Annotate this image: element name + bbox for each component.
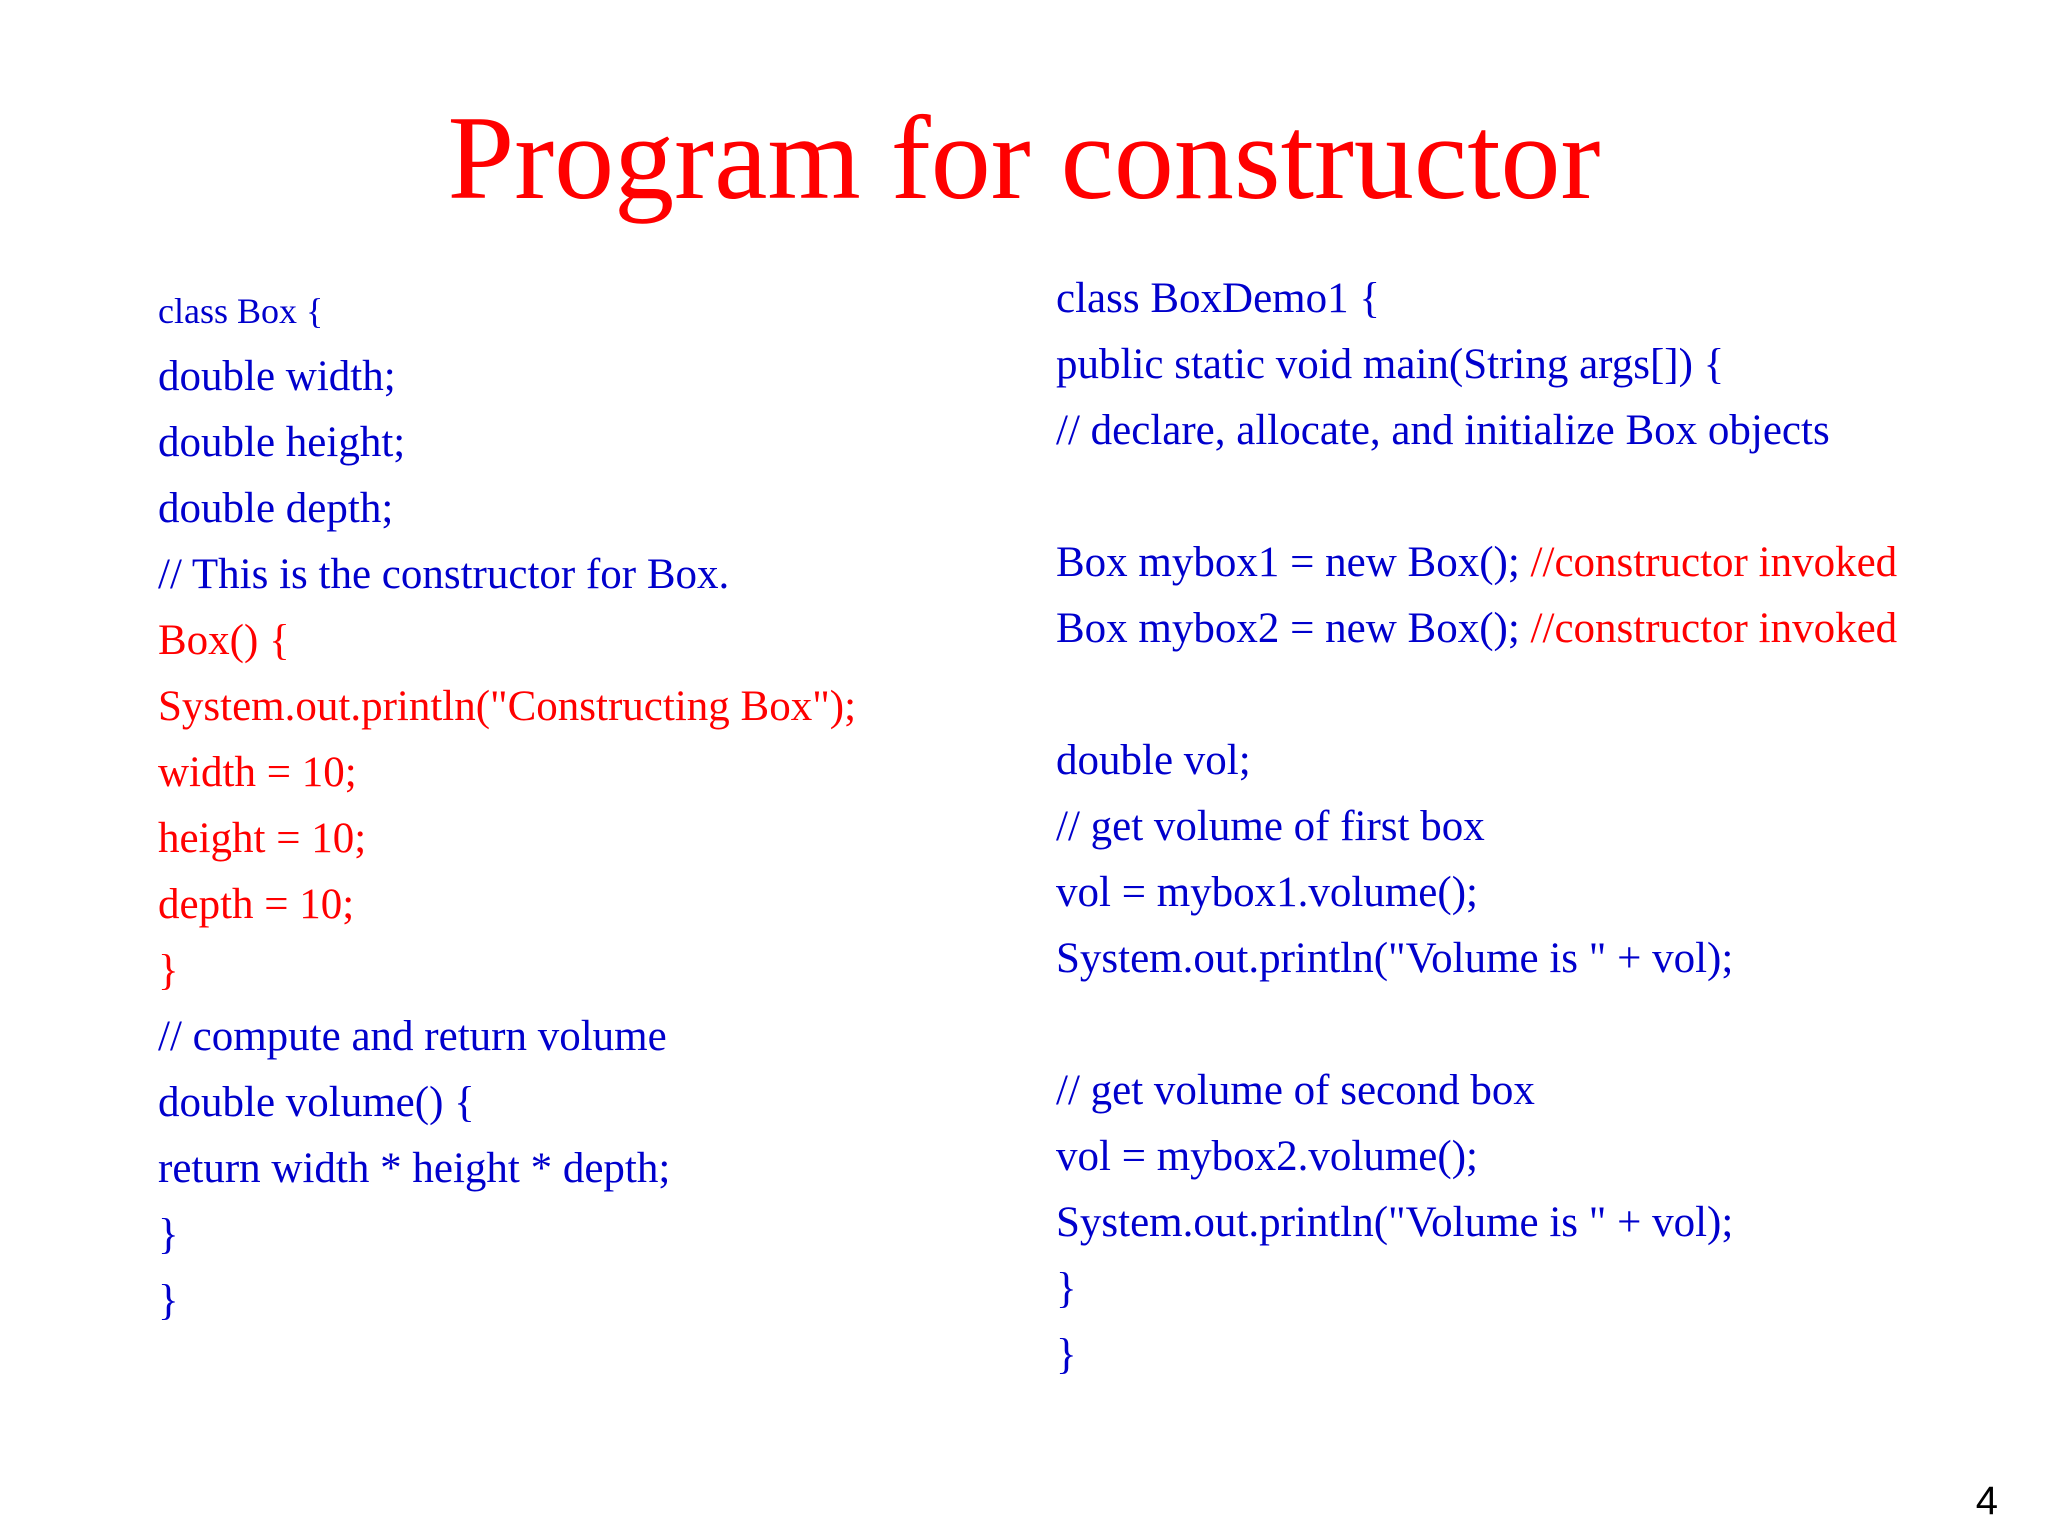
- code-line: return width * height * depth;: [158, 1145, 671, 1192]
- constructor-code-line: height = 10;: [158, 815, 367, 862]
- code-segment: Box mybox1 = new Box();: [1056, 539, 1520, 586]
- code-comment-line: // compute and return volume: [158, 1013, 667, 1060]
- code-comment-line: // get volume of first box: [1056, 803, 1485, 850]
- code-line: }: [1056, 1265, 1077, 1312]
- code-line: vol = mybox2.volume();: [1056, 1133, 1478, 1180]
- code-line: vol = mybox1.volume();: [1056, 869, 1478, 916]
- code-comment-line: // This is the constructor for Box.: [158, 551, 730, 598]
- blank-line: [1056, 662, 1897, 728]
- boxdemo-class-code: [1056, 266, 1897, 1388]
- code-comment-line: // declare, allocate, and initialize Box objects: [1056, 407, 1830, 454]
- code-line: }: [158, 1211, 179, 1258]
- code-line: System.out.println("Volume is " + vol);: [1056, 1199, 1734, 1246]
- code-line: System.out.println("Volume is " + vol);: [1056, 935, 1734, 982]
- constructor-comment: //constructor invoked: [1519, 605, 1898, 652]
- code-line: public static void main(String args[]) {: [1056, 341, 1725, 388]
- slide-title: Program for constructor: [447, 91, 1601, 224]
- code-line: }: [1056, 1331, 1077, 1378]
- code-line: double width;: [158, 353, 396, 400]
- code-line: class BoxDemo1 {: [1056, 275, 1380, 322]
- code-line: double height;: [158, 419, 406, 466]
- constructor-code-line: width = 10;: [158, 749, 357, 796]
- code-line: double volume() {: [158, 1079, 475, 1126]
- code-line: double vol;: [1056, 737, 1251, 784]
- constructor-comment: //constructor invoked: [1519, 539, 1898, 586]
- code-segment: Box mybox2 = new Box();: [1056, 605, 1520, 652]
- code-line: class Box {: [158, 291, 324, 331]
- code-line: }: [158, 1277, 179, 1324]
- constructor-code-line: Box() {: [158, 617, 290, 664]
- code-comment-line: // get volume of second box: [1056, 1067, 1535, 1114]
- blank-line: [1056, 464, 1897, 530]
- blank-line: [1056, 992, 1897, 1058]
- code-line: [1056, 530, 1897, 596]
- constructor-code-line: System.out.println("Constructing Box");: [158, 683, 857, 730]
- constructor-code-line: }: [158, 947, 179, 994]
- code-line: double depth;: [158, 485, 394, 532]
- page-number: 4: [1975, 1479, 1998, 1523]
- constructor-code-line: depth = 10;: [158, 881, 355, 928]
- box-class-code: [158, 278, 856, 1334]
- code-line: [1056, 596, 1897, 662]
